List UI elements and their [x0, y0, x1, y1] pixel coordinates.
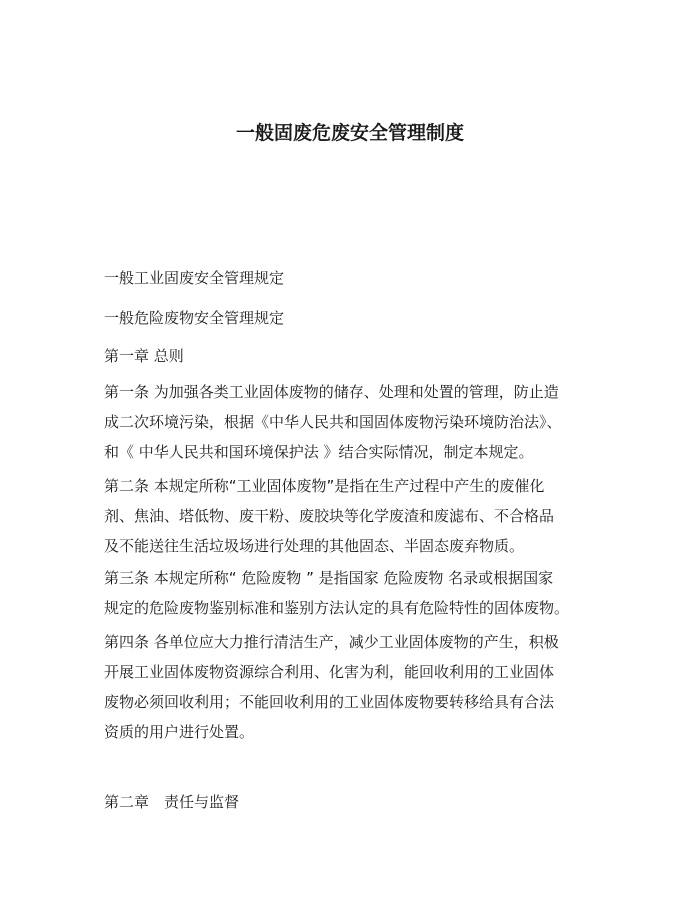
article-2-line: 及不能送往生活垃圾场进行处理的其他固态、半固态废弃物质。 [104, 537, 525, 555]
article-1-line: 和《 中华人民共和国环境保护法 》结合实际情况，制定本规定。 [104, 443, 534, 461]
article-2 [104, 474, 624, 558]
document-title: 一般固废危废安全管理制度 [235, 122, 464, 144]
article-3-line: 第三条 本规定所称“ 危险废物 ” 是指国家 危险废物 名录或根据国家 [104, 569, 554, 587]
article-1-line: 成二次环境污染，根据《中华人民共和国固体废物污染环境防治法》、 [104, 413, 562, 431]
article-1 [104, 380, 624, 464]
article-4-line: 第四条 各单位应大力推行清洁生产，减少工业固体废物的产生，积极 [104, 633, 559, 651]
article-2-line: 第二条 本规定所称“工业固体废物”是指在生产过程中产生的废催化 [104, 477, 545, 495]
article-1-line: 第一条 为加强各类工业固体废物的储存、处理和处置的管理，防止造 [104, 383, 559, 401]
article-4-line: 废物必须回收利用；不能回收利用的工业固体废物要转移给具有合法 [104, 693, 555, 711]
article-4-line: 资质的用户进行处置。 [104, 723, 255, 741]
article-2-line: 剂、焦油、塔低物、废干粉、废胶块等化学废渣和废滤布、不合格品 [104, 507, 555, 525]
heading-general-industrial-waste: 一般工业固废安全管理规定 [104, 269, 285, 287]
chapter-2-heading: 第二章 责任与监督 [104, 793, 240, 811]
article-4-line: 开展工业固体废物资源综合利用、化害为利，能回收利用的工业固体 [104, 663, 555, 681]
heading-general-hazardous-waste: 一般危险废物安全管理规定 [104, 309, 285, 327]
article-3-line: 规定的危险废物鉴别标准和鉴别方法认定的具有危险特性的固体废物。 [104, 599, 570, 617]
chapter-1-heading: 第一章 总则 [104, 347, 184, 365]
article-3 [104, 566, 624, 620]
article-4 [104, 630, 624, 744]
